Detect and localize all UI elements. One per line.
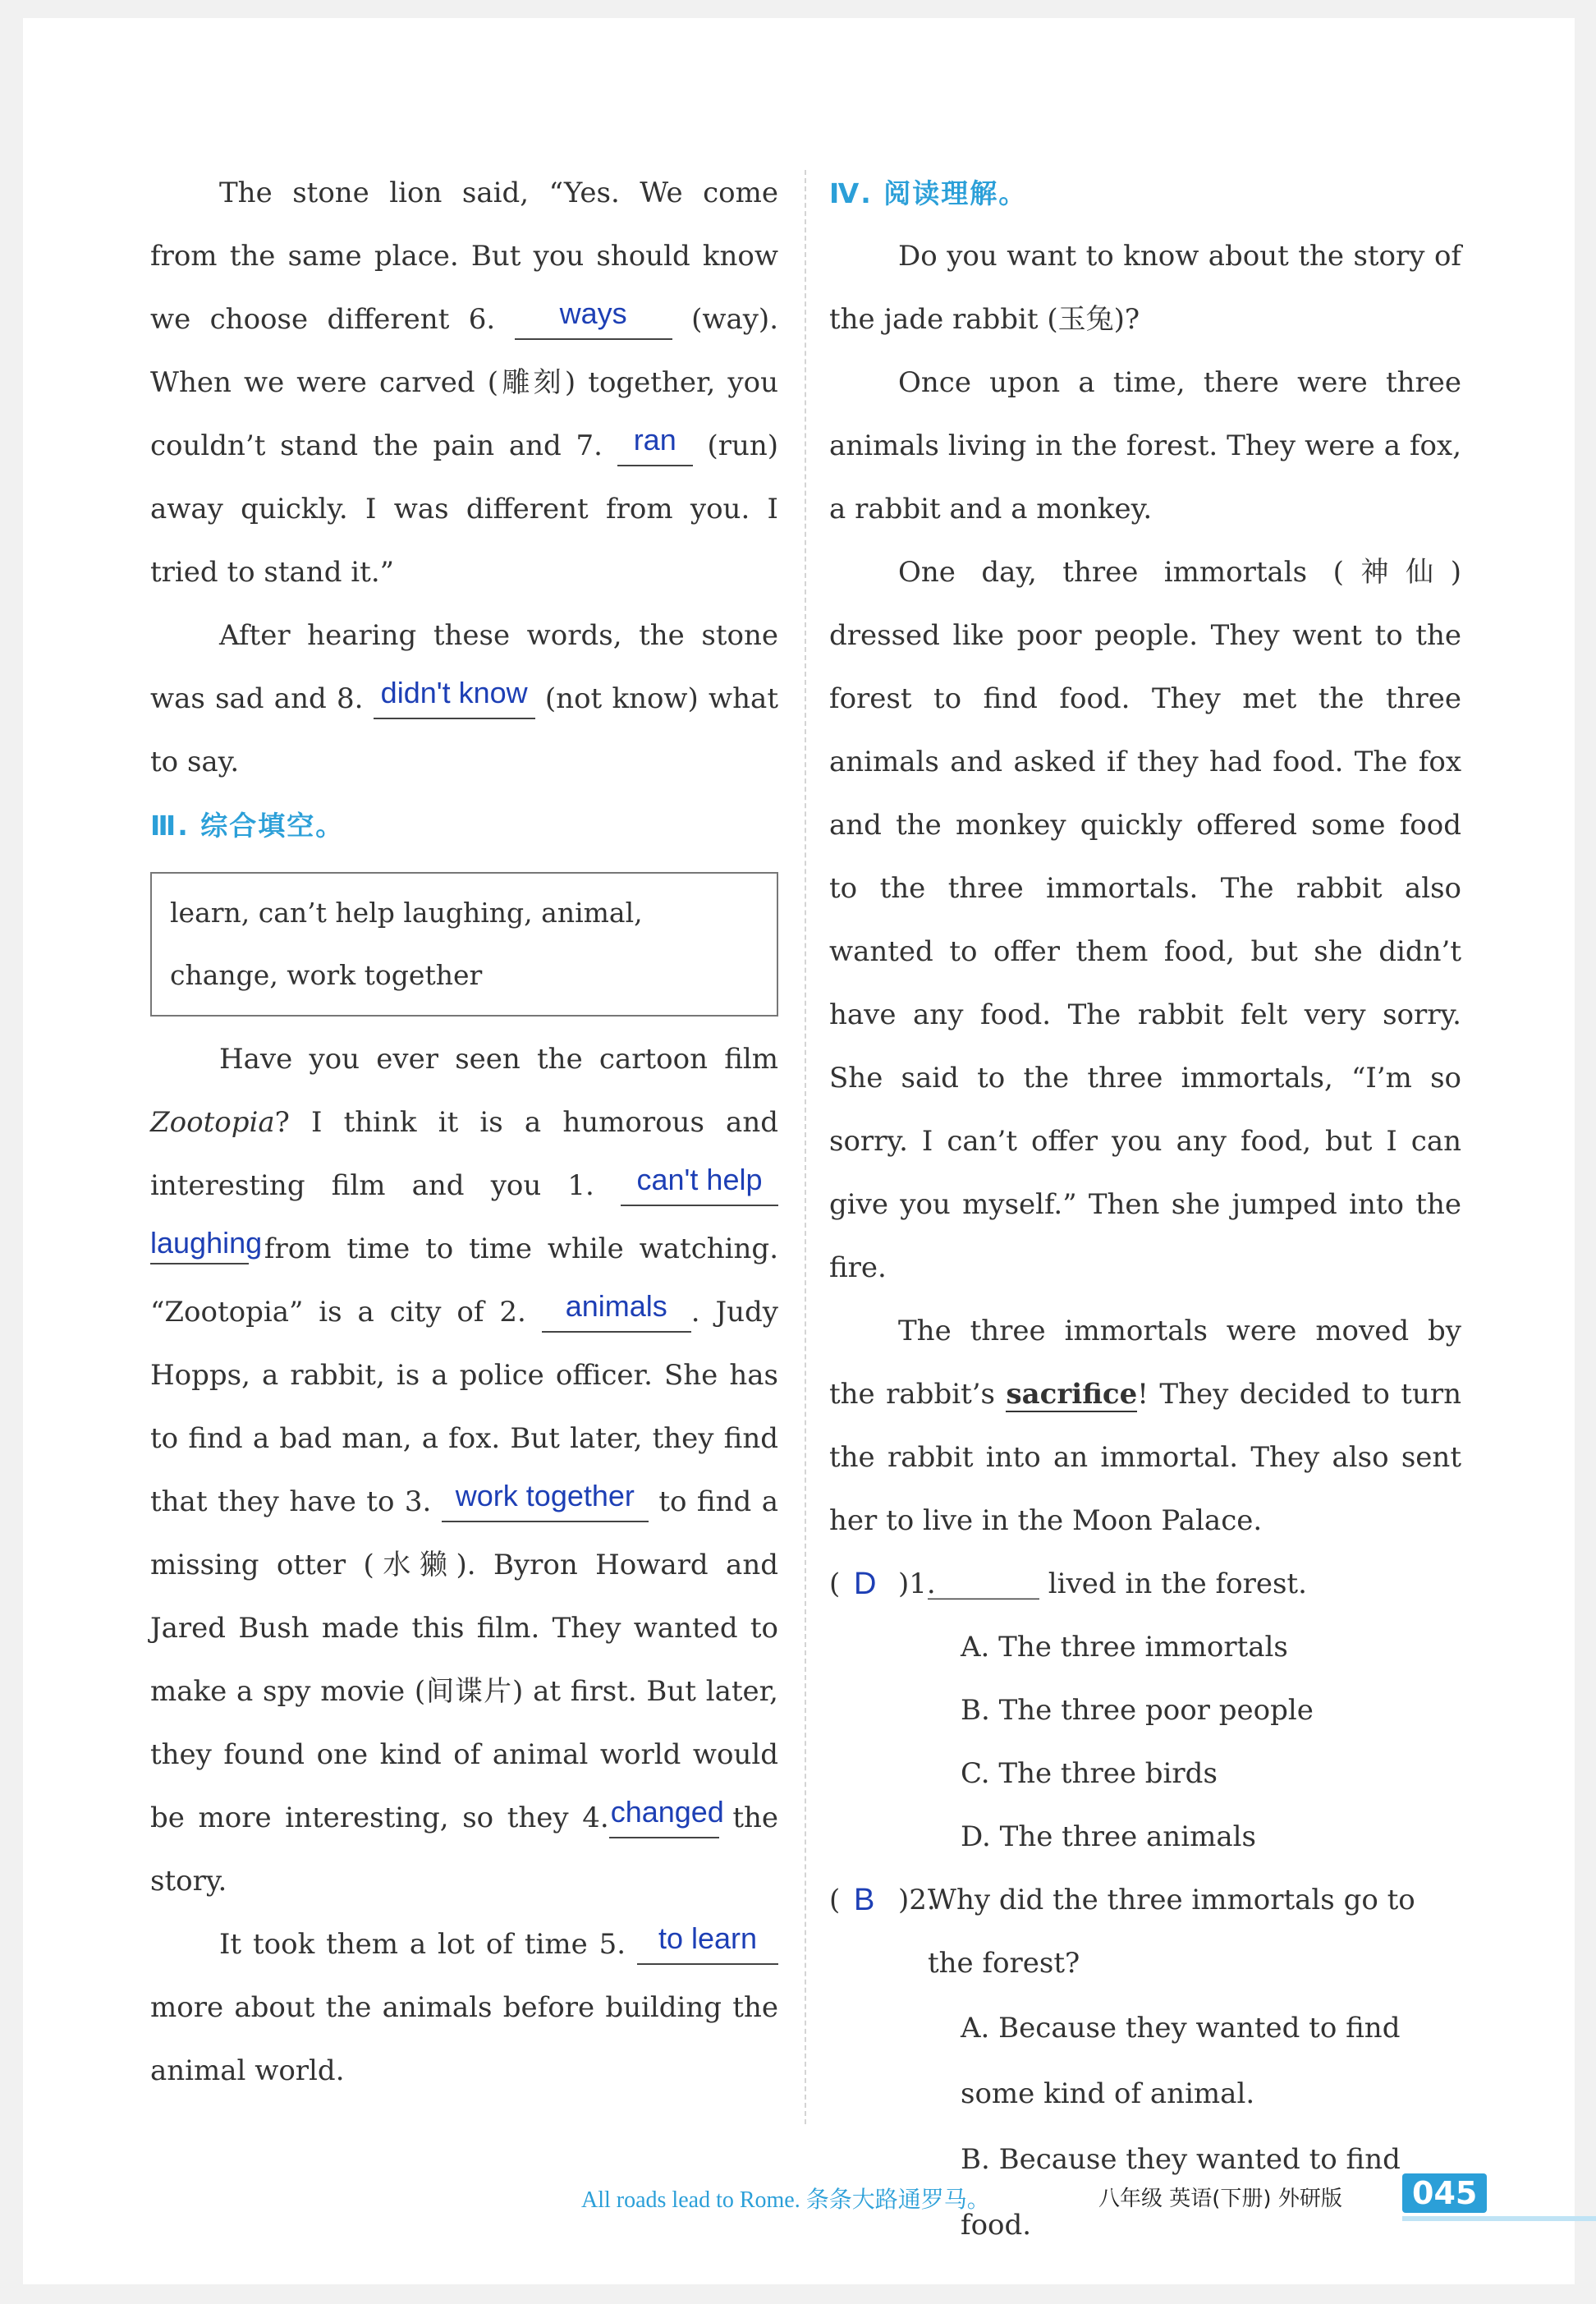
page-footer <box>581 2173 1596 2223</box>
question-2: ( B )2. Why did the three immortals go to the forest? <box>829 1869 1461 1995</box>
column-divider <box>805 170 806 2124</box>
q2-option-a[interactable]: A. Because they wanted to find some kind of animal. <box>961 2012 1401 2110</box>
blank-5[interactable]: to learn <box>637 1929 778 1965</box>
blank-6[interactable]: ways <box>515 304 672 340</box>
blank-1-cont[interactable]: laughing <box>150 1233 249 1264</box>
q1-option-d[interactable]: D. The three animals <box>961 1820 1256 1853</box>
paragraph-zootopia: Have you ever seen the cartoon film Zootopia? I think it is a humorous and interesting film and you 1. can't help laughing from time to time while watching. “Zootopia” is a city of 2. animals . Judy Hopps, a rabbit, is a police officer. She has to find a bad man, a fox. But later, they find that they have to 3. work together to find a missing otter (水獭). Byron Howard and Jared Bush made this film. They wanted to make a spy movie (间谍片) at first. But later, they found one kind of animal world would be more interesting, so they 4.changed the story. <box>150 1043 779 1898</box>
page-number: 045 <box>1402 2173 1487 2213</box>
paragraph-stone-lion: The stone lion said, “Yes. We come from the same place. But you should know we choose different 6. ways (way). When we were carved (雕刻) together, you couldn’t stand the pain and 7. ran (run) away quickly. I was different from you. I tried to stand it.” <box>150 177 779 589</box>
q1-option-b[interactable]: B. The three poor people <box>961 1694 1314 1727</box>
left-column <box>150 162 778 2103</box>
footer-book-info: 八年级 英语(下册) 外研版 <box>1098 2187 1342 2211</box>
q2-option-b[interactable]: B. Because they wanted to find food. <box>961 2143 1401 2242</box>
footer-bar <box>1402 2216 1596 2221</box>
question-1: ( D )1. ________ lived in the forest. <box>829 1553 1461 1616</box>
paragraph-learn: It took them a lot of time 5. to learn more about the animals before building the animal world. <box>150 1921 778 2087</box>
q1-option-c[interactable]: C. The three birds <box>961 1757 1218 1790</box>
worksheet-page <box>23 18 1575 2284</box>
film-title: Zootopia <box>150 1106 275 1139</box>
blank-4[interactable]: changed <box>609 1802 719 1838</box>
paragraph-after-hearing: After hearing these words, the stone was sad and 8. didn't know (not know) what to say. <box>150 619 778 778</box>
blank-7[interactable]: ran <box>617 430 693 466</box>
reading-paragraph-3: One day, three immortals (神仙) dressed like poor people. They went to the forest to find food. They met the three animals and asked if they had food. The fox and the monkey quickly offered some food to the three immortals. The rabbit also wanted to offer them food, but she didn’t have any food. The rabbit felt very sorry. She said to the three immortals, “I’m so sorry. I can’t offer you any food, but I can give you myself.” Then she jumped into the fire. <box>829 556 1461 1284</box>
question-2-answer[interactable]: B <box>854 1883 875 1917</box>
blank-1[interactable]: can't help <box>621 1170 778 1206</box>
section-3-title: Ⅲ. 综合填空。 <box>150 810 345 842</box>
section-4-title: Ⅳ. 阅读理解。 <box>829 177 1028 209</box>
reading-paragraph-2: Once upon a time, there were three animals living in the forest. They were a fox, a rabbit and a monkey. <box>829 366 1461 526</box>
word-box: learn, can’t help laughing, animal, change, work together <box>150 872 778 1017</box>
q1-option-a[interactable]: A. The three immortals <box>961 1631 1288 1664</box>
footer-motto: All roads lead to Rome. 条条大路通罗马。 <box>581 2187 990 2213</box>
blank-8[interactable]: didn't know <box>374 683 535 719</box>
blank-3[interactable]: work together <box>442 1486 649 1522</box>
question-1-answer[interactable]: D <box>854 1567 877 1601</box>
reading-paragraph-4: The three immortals were moved by the rabbit’s sacrifice! They decided to turn the rabbit into an immortal. They also sent her to live in the Moon Palace. <box>829 1315 1461 1537</box>
blank-2[interactable]: animals <box>542 1297 691 1333</box>
reading-paragraph-1: Do you want to know about the story of the jade rabbit (玉兔)? <box>829 240 1461 336</box>
right-column <box>829 162 1461 2258</box>
keyword-sacrifice: sacrifice <box>1006 1378 1138 1411</box>
